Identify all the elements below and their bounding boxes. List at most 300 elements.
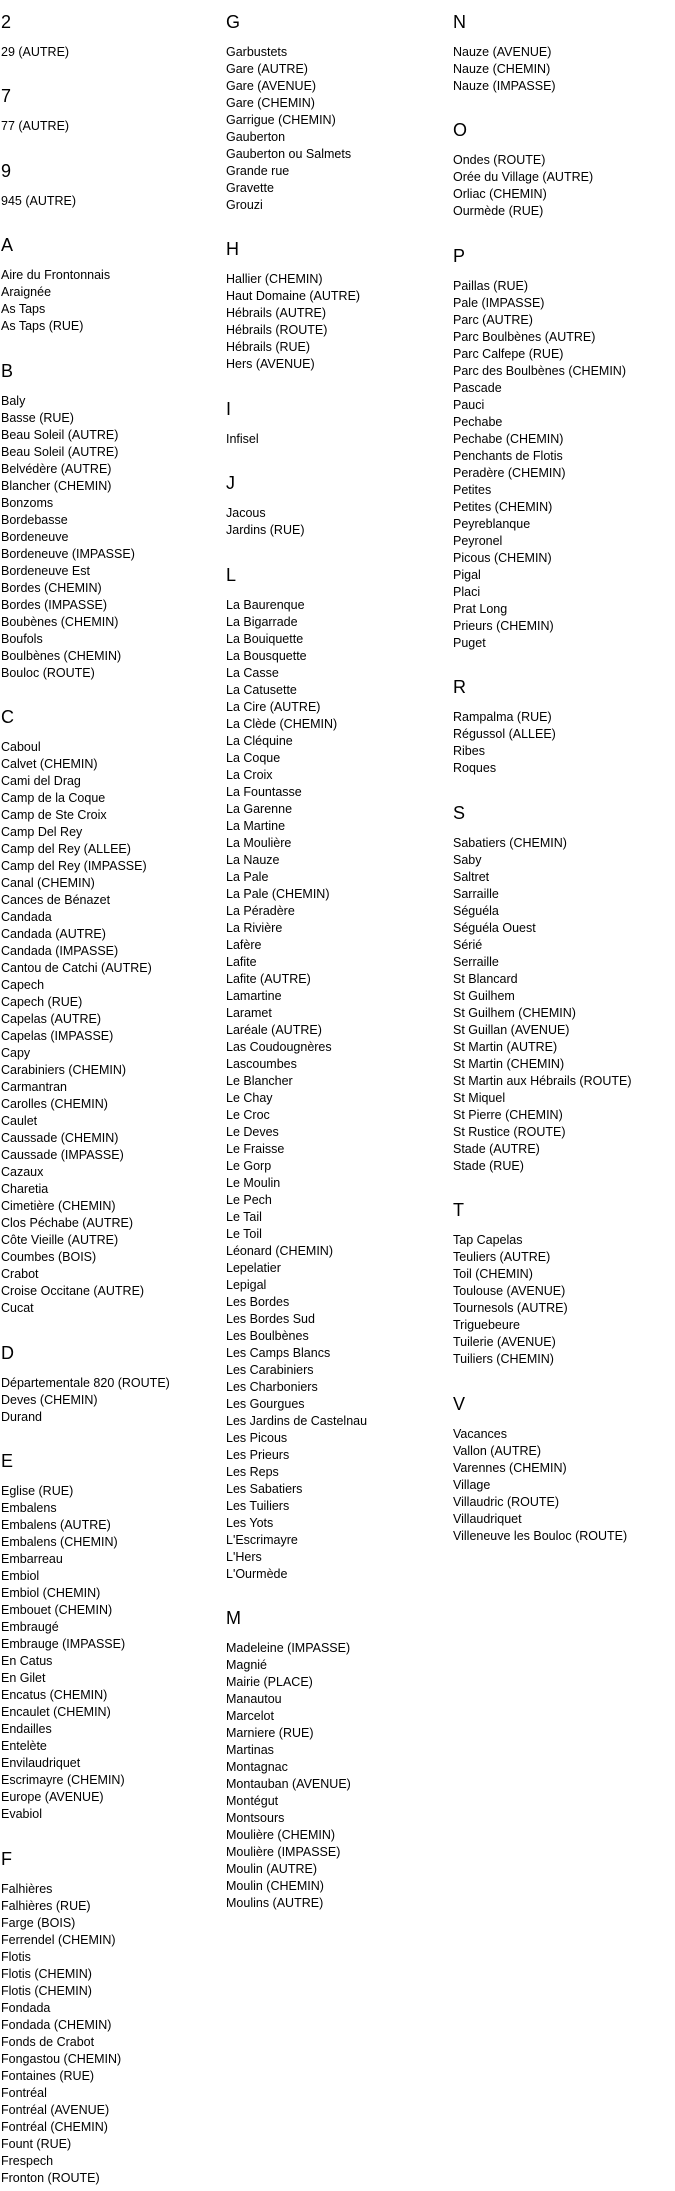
letter-group [453, 119, 673, 220]
street-item[interactable]: Durand [1, 1409, 42, 1424]
street-item[interactable]: Les Tuiliers [226, 1498, 290, 1513]
street-item[interactable]: Fronton (ROUTE) [1, 2170, 100, 2185]
street-item[interactable]: Fontréal (AVENUE) [1, 2102, 110, 2117]
street-item[interactable]: Camp de la Coque [1, 791, 106, 806]
street-list [453, 44, 673, 95]
street-item[interactable]: Aire du Frontonnais [1, 268, 111, 283]
street-item[interactable]: La Bouiquette [226, 631, 304, 646]
street-item[interactable]: La Rivière [226, 920, 283, 935]
street-item[interactable]: Montagnac [226, 1760, 288, 1775]
street-item[interactable]: La Pale (CHEMIN) [226, 886, 330, 901]
street-item[interactable]: Parc (AUTRE) [453, 312, 533, 327]
street-item[interactable]: Tuilerie (AVENUE) [453, 1335, 556, 1350]
street-list [453, 1232, 673, 1368]
street-item[interactable]: La Garenne [226, 801, 293, 816]
street-item[interactable]: Stade (AUTRE) [453, 1141, 540, 1156]
street-list [226, 505, 446, 539]
street-item[interactable]: Ondes (ROUTE) [453, 153, 546, 168]
street-item[interactable]: Capech (RUE) [1, 995, 83, 1010]
street-item[interactable]: Hébrails (AUTRE) [226, 306, 327, 321]
letter-group [1, 360, 221, 682]
street-list [453, 152, 673, 220]
street-item[interactable]: Evabiol [1, 1807, 42, 1822]
letter-group [453, 11, 673, 95]
street-item[interactable]: L'Ourmède [226, 1566, 288, 1581]
street-item[interactable]: Charetia [1, 1182, 49, 1197]
street-item[interactable]: Le Moulin [226, 1175, 281, 1190]
street-item[interactable]: Embraugé [1, 1620, 59, 1635]
street-item[interactable]: Côte Vieille (AUTRE) [1, 1233, 119, 1248]
street-item[interactable]: Beau Soleil (AUTRE) [1, 444, 119, 459]
street-item[interactable]: Carolles (CHEMIN) [1, 1097, 108, 1112]
street-item[interactable]: Garrigue (CHEMIN) [226, 112, 336, 127]
street-item[interactable]: Les Gourgues [226, 1396, 305, 1411]
street-item[interactable]: Prat Long [453, 601, 508, 616]
street-item[interactable]: 945 (AUTRE) [1, 193, 77, 208]
street-item[interactable]: Cimetière (CHEMIN) [1, 1199, 116, 1214]
street-item[interactable]: St Pierre (CHEMIN) [453, 1107, 563, 1122]
street-item[interactable]: St Martin (AUTRE) [453, 1039, 558, 1054]
street-item[interactable]: Gare (AUTRE) [226, 61, 308, 76]
street-item[interactable]: Nauze (IMPASSE) [453, 78, 556, 93]
street-item[interactable]: Le Chay [226, 1090, 273, 1105]
street-item[interactable]: Fount (RUE) [1, 2136, 72, 2151]
street-item[interactable]: Jacous [226, 506, 266, 521]
street-item[interactable]: St Guilhem [453, 988, 515, 1003]
street-item[interactable]: Manautou [226, 1692, 282, 1707]
street-item[interactable]: La Cléquine [226, 733, 293, 748]
street-item[interactable]: Villaudriquet [453, 1511, 522, 1526]
index-column-2 [226, 11, 446, 1912]
street-item[interactable]: Capelas (IMPASSE) [1, 1029, 114, 1044]
street-item[interactable]: Hébrails (ROUTE) [226, 323, 328, 338]
street-item[interactable]: La Casse [226, 665, 279, 680]
street-item[interactable]: Bordes (IMPASSE) [1, 597, 108, 612]
street-item[interactable]: Falhières [1, 1881, 53, 1896]
street-item[interactable]: La Martine [226, 818, 286, 833]
letter-group [453, 802, 673, 1175]
street-item[interactable]: St Miquel [453, 1090, 506, 1105]
street-item[interactable]: Gravette [226, 180, 274, 195]
street-item[interactable]: Départementale 820 (ROUTE) [1, 1375, 170, 1390]
street-item[interactable]: Tap Capelas [453, 1233, 523, 1248]
street-item[interactable]: Hallier (CHEMIN) [226, 272, 323, 287]
street-item[interactable]: La Moulière [226, 835, 292, 850]
street-item[interactable]: Sérié [453, 937, 483, 952]
letter-heading: A [1, 235, 14, 256]
letter-heading: V [453, 1393, 466, 1414]
letter-heading: S [453, 802, 466, 823]
street-item[interactable]: Flotis (CHEMIN) [1, 1983, 92, 1998]
street-item[interactable]: Le Fraisse [226, 1141, 285, 1156]
street-item[interactable]: Villeneuve les Bouloc (ROUTE) [453, 1528, 628, 1543]
street-item[interactable]: Séguéla Ouest [453, 920, 536, 935]
index-column-1 [1, 11, 221, 2187]
letter-group [453, 245, 673, 652]
street-item[interactable]: En Catus [1, 1654, 53, 1669]
street-item[interactable]: 77 (AUTRE) [1, 119, 70, 134]
street-item[interactable]: Orée du Village (AUTRE) [453, 170, 594, 185]
street-item[interactable]: Les Yots [226, 1515, 274, 1530]
street-item[interactable]: Moulière (IMPASSE) [226, 1845, 341, 1860]
street-item[interactable]: St Blancard [453, 971, 518, 986]
street-item[interactable]: Las Coudougnères [226, 1039, 332, 1054]
street-item[interactable]: Le Tail [226, 1209, 262, 1224]
street-item[interactable]: Toil (CHEMIN) [453, 1267, 533, 1282]
street-item[interactable]: Petites (CHEMIN) [453, 499, 553, 514]
street-item[interactable]: Cazaux [1, 1165, 44, 1180]
street-item[interactable]: Deves (CHEMIN) [1, 1392, 98, 1407]
street-item[interactable]: Fontaines (RUE) [1, 2068, 95, 2083]
street-item[interactable]: Garbustets [226, 44, 288, 59]
street-item[interactable]: Marniere (RUE) [226, 1726, 314, 1741]
street-item[interactable]: Pigal [453, 567, 481, 582]
street-item[interactable]: Farge (BOIS) [1, 1915, 76, 1930]
letter-heading: 7 [1, 86, 12, 107]
street-item[interactable]: Basse (RUE) [1, 410, 74, 425]
street-item[interactable]: Hers (AVENUE) [226, 357, 315, 372]
street-item[interactable]: As Taps (RUE) [1, 319, 84, 334]
street-item[interactable]: Lascoumbes [226, 1056, 297, 1071]
street-list [226, 271, 446, 373]
street-item[interactable]: Endailles [1, 1722, 52, 1737]
street-item[interactable]: Tuiliers (CHEMIN) [453, 1352, 554, 1367]
street-item[interactable]: Cami del Drag [1, 774, 81, 789]
street-item[interactable]: Sarraille [453, 886, 499, 901]
street-item[interactable]: St Rustice (ROUTE) [453, 1124, 566, 1139]
street-item[interactable]: Candada (IMPASSE) [1, 944, 119, 959]
street-item[interactable]: Léonard (CHEMIN) [226, 1243, 333, 1258]
street-item[interactable]: Tournesols (AUTRE) [453, 1301, 568, 1316]
letter-heading: O [453, 120, 468, 141]
street-list [226, 44, 446, 214]
street-item[interactable]: Candada (AUTRE) [1, 927, 106, 942]
street-item[interactable]: Magnié [226, 1658, 267, 1673]
street-item[interactable]: Embiol [1, 1569, 40, 1584]
street-item[interactable]: Le Blancher [226, 1073, 293, 1088]
street-item[interactable]: Pale (IMPASSE) [453, 295, 545, 310]
street-item[interactable]: Eglise (RUE) [1, 1484, 74, 1499]
street-item[interactable]: Encatus (CHEMIN) [1, 1688, 108, 1703]
street-item[interactable]: Flotis (CHEMIN) [1, 1966, 92, 1981]
street-item[interactable]: Lepigal [226, 1277, 267, 1292]
street-item[interactable]: La Clède (CHEMIN) [226, 716, 338, 731]
street-item[interactable]: Camp de Ste Croix [1, 808, 107, 823]
street-item[interactable]: Embouet (CHEMIN) [1, 1603, 113, 1618]
street-item[interactable]: Montsours [226, 1811, 285, 1826]
street-item[interactable]: Embalens [1, 1501, 57, 1516]
street-item[interactable]: Fongastou (CHEMIN) [1, 2051, 122, 2066]
street-list [1, 393, 221, 682]
street-item[interactable]: Encaulet (CHEMIN) [1, 1705, 111, 1720]
street-item[interactable]: L'Hers [226, 1549, 262, 1564]
street-item[interactable]: Gauberton ou Salmets [226, 146, 352, 161]
street-item[interactable]: Fondada (CHEMIN) [1, 2017, 112, 2032]
street-item[interactable]: Placi [453, 584, 481, 599]
street-item[interactable]: La Baurenque [226, 597, 305, 612]
street-item[interactable]: Moulin (AUTRE) [226, 1862, 317, 1877]
street-item[interactable]: Montauban (AVENUE) [226, 1777, 351, 1792]
street-item[interactable]: Bordebasse [1, 512, 68, 527]
street-item[interactable]: Peyronel [453, 533, 503, 548]
street-item[interactable]: La Croix [226, 767, 273, 782]
street-item[interactable]: Lepelatier [226, 1260, 281, 1275]
street-item[interactable]: Jardins (RUE) [226, 523, 305, 538]
street-item[interactable]: Blancher (CHEMIN) [1, 478, 112, 493]
street-item[interactable]: Croise Occitane (AUTRE) [1, 1284, 145, 1299]
street-item[interactable]: Boubènes (CHEMIN) [1, 614, 119, 629]
letter-heading: N [453, 12, 466, 32]
street-item[interactable]: Le Deves [226, 1124, 279, 1139]
street-item[interactable]: Lafère [226, 937, 262, 952]
street-item[interactable]: Bouloc (ROUTE) [1, 665, 95, 680]
street-item[interactable]: Pechabe [453, 414, 503, 429]
street-item[interactable]: Séguéla [453, 903, 499, 918]
street-item[interactable]: Les Picous [226, 1430, 288, 1445]
street-item[interactable]: La Catusette [226, 682, 297, 697]
street-item[interactable]: Le Gorp [226, 1158, 272, 1173]
street-item[interactable]: Coumbes (BOIS) [1, 1250, 97, 1265]
street-item[interactable]: La Bousquette [226, 648, 307, 663]
letter-group [1, 1342, 221, 1426]
street-item[interactable]: Stade (RUE) [453, 1158, 524, 1173]
street-item[interactable]: Le Pech [226, 1192, 272, 1207]
street-item[interactable]: Fontréal (CHEMIN) [1, 2119, 108, 2134]
street-item[interactable]: Les Boulbènes [226, 1328, 309, 1343]
street-item[interactable]: Laramet [226, 1005, 272, 1020]
street-item[interactable]: Marcelot [226, 1709, 274, 1724]
street-item[interactable]: Capelas (AUTRE) [1, 1012, 102, 1027]
street-item[interactable]: Carmantran [1, 1080, 67, 1095]
street-item[interactable]: Camp Del Rey [1, 825, 83, 840]
street-item[interactable]: Canal (CHEMIN) [1, 876, 95, 891]
street-item[interactable]: Les Jardins de Castelnau [226, 1413, 368, 1428]
letter-heading: 2 [1, 12, 12, 32]
street-item[interactable]: Paillas (RUE) [453, 278, 529, 293]
street-item[interactable]: Parc des Boulbènes (CHEMIN) [453, 363, 626, 378]
street-item[interactable]: Bordeneuve (IMPASSE) [1, 546, 135, 561]
street-item[interactable]: Prieurs (CHEMIN) [453, 618, 554, 633]
street-item[interactable]: Les Bordes [226, 1294, 290, 1309]
street-list [453, 278, 673, 652]
street-item[interactable]: Caussade (IMPASSE) [1, 1148, 124, 1163]
street-item[interactable]: Lamartine [226, 988, 282, 1003]
letter-group [1, 1848, 221, 2187]
street-item[interactable]: Puget [453, 635, 486, 650]
street-item[interactable]: Fonds de Crabot [1, 2034, 95, 2049]
letter-heading: B [1, 360, 14, 381]
street-item[interactable]: Les Sabatiers [226, 1481, 303, 1496]
street-item[interactable]: Laréale (AUTRE) [226, 1022, 322, 1037]
street-item[interactable]: St Martin (CHEMIN) [453, 1056, 565, 1071]
street-item[interactable]: Parc Boulbènes (AUTRE) [453, 329, 596, 344]
street-item[interactable]: Pauci [453, 397, 485, 412]
street-item[interactable]: Baly [1, 393, 26, 408]
street-item[interactable]: Le Toil [226, 1226, 262, 1241]
street-item[interactable]: Ribes [453, 744, 485, 759]
street-item[interactable]: St Martin aux Hébrails (ROUTE) [453, 1073, 632, 1088]
street-item[interactable]: La Cire (AUTRE) [226, 699, 321, 714]
street-item[interactable]: Capy [1, 1046, 31, 1061]
street-item[interactable]: Martinas [226, 1743, 274, 1758]
street-item[interactable]: Camp del Rey (ALLEE) [1, 842, 131, 857]
street-item[interactable]: Grande rue [226, 163, 290, 178]
street-item[interactable]: Gare (AVENUE) [226, 78, 317, 93]
street-list [1, 1483, 221, 1823]
street-item[interactable]: Carabiniers (CHEMIN) [1, 1063, 127, 1078]
street-item[interactable]: Triguebeure [453, 1318, 520, 1333]
street-item[interactable]: Rampalma (RUE) [453, 710, 552, 725]
letter-group [226, 564, 446, 1583]
street-item[interactable]: Clos Péchabe (AUTRE) [1, 1216, 133, 1231]
street-item[interactable]: Falhières (RUE) [1, 1898, 91, 1913]
street-item[interactable]: Le Croc [226, 1107, 270, 1122]
street-item[interactable]: Vallon (AUTRE) [453, 1443, 541, 1458]
street-item[interactable]: La Nauze [226, 852, 280, 867]
street-item[interactable]: Ferrendel (CHEMIN) [1, 1932, 116, 1947]
street-item[interactable]: Boulbènes (CHEMIN) [1, 648, 122, 663]
street-item[interactable]: Nauze (AVENUE) [453, 44, 552, 59]
street-item[interactable]: As Taps [1, 302, 46, 317]
letter-heading: I [226, 398, 232, 419]
street-item[interactable]: Pechabe (CHEMIN) [453, 431, 564, 446]
street-item[interactable]: Belvédère (AUTRE) [1, 461, 112, 476]
street-item[interactable]: La Pale [226, 869, 269, 884]
street-item[interactable]: 29 (AUTRE) [1, 44, 70, 59]
letter-heading: P [453, 245, 466, 266]
street-item[interactable]: Fontréal [1, 2085, 47, 2100]
street-item[interactable]: Envilaudriquet [1, 1756, 81, 1771]
street-item[interactable]: Europe (AVENUE) [1, 1790, 104, 1805]
street-item[interactable]: Araignée [1, 285, 52, 300]
street-item[interactable]: Moulins (AUTRE) [226, 1896, 324, 1911]
street-item[interactable]: Les Bordes Sud [226, 1311, 315, 1326]
street-item[interactable]: Cantou de Catchi (AUTRE) [1, 961, 152, 976]
letter-heading: C [1, 707, 14, 728]
street-item[interactable]: Nauze (CHEMIN) [453, 61, 551, 76]
street-item[interactable]: Lafite (AUTRE) [226, 971, 311, 986]
letter-group [1, 706, 221, 1317]
street-item[interactable]: La Bigarrade [226, 614, 298, 629]
letter-heading: D [1, 1342, 14, 1363]
street-item[interactable]: Bordeneuve [1, 529, 69, 544]
street-item[interactable]: Régussol (ALLEE) [453, 727, 556, 742]
street-item[interactable]: Moulin (CHEMIN) [226, 1879, 324, 1894]
street-item[interactable]: La Coque [226, 750, 281, 765]
street-item[interactable]: Roques [453, 761, 497, 776]
letter-group [226, 472, 446, 539]
street-item[interactable]: Cances de Bénazet [1, 893, 111, 908]
street-item[interactable]: Village [453, 1477, 491, 1492]
street-item[interactable]: Penchants de Flotis [453, 448, 563, 463]
street-item[interactable]: Peradère (CHEMIN) [453, 465, 566, 480]
street-item[interactable]: Entelète [1, 1739, 47, 1754]
street-item[interactable]: Madeleine (IMPASSE) [226, 1641, 351, 1656]
street-item[interactable]: Les Reps [226, 1464, 279, 1479]
street-item[interactable]: Grouzi [226, 197, 263, 212]
street-item[interactable]: Parc Calfepe (RUE) [453, 346, 564, 361]
street-item[interactable]: Peyreblanque [453, 516, 531, 531]
street-item[interactable]: Caulet [1, 1114, 38, 1129]
street-item[interactable]: Bordeneuve Est [1, 563, 90, 578]
street-item[interactable]: Vacances [453, 1426, 507, 1441]
street-item[interactable]: Embrauge (IMPASSE) [1, 1637, 126, 1652]
street-item[interactable]: St Guilhem (CHEMIN) [453, 1005, 576, 1020]
letter-group [453, 1393, 673, 1545]
street-item[interactable]: Moulière (CHEMIN) [226, 1828, 336, 1843]
street-item[interactable]: Les Camps Blancs [226, 1345, 331, 1360]
street-item[interactable]: Les Prieurs [226, 1447, 290, 1462]
street-item[interactable]: Infisel [226, 431, 259, 446]
street-item[interactable]: Mairie (PLACE) [226, 1675, 313, 1690]
letter-heading: G [226, 12, 241, 32]
street-item[interactable]: Boufols [1, 631, 43, 646]
street-item[interactable]: Les Charboniers [226, 1379, 318, 1394]
street-item[interactable]: Capech [1, 978, 45, 993]
street-item[interactable]: Escrimayre (CHEMIN) [1, 1773, 125, 1788]
street-item[interactable]: Bonzoms [1, 495, 54, 510]
street-item[interactable]: Villaudric (ROUTE) [453, 1494, 560, 1509]
street-item[interactable]: Haut Domaine (AUTRE) [226, 289, 361, 304]
street-item[interactable]: La Péradère [226, 903, 295, 918]
street-item[interactable]: Sabatiers (CHEMIN) [453, 835, 567, 850]
street-item[interactable]: Les Carabiniers [226, 1362, 314, 1377]
street-item[interactable]: Lafite [226, 954, 257, 969]
street-item[interactable]: Calvet (CHEMIN) [1, 757, 98, 772]
street-item[interactable]: Caboul [1, 740, 41, 755]
street-item[interactable]: Teuliers (AUTRE) [453, 1250, 551, 1265]
street-item[interactable]: Embalens (CHEMIN) [1, 1535, 118, 1550]
street-item[interactable]: L'Escrimayre [226, 1532, 298, 1547]
street-item[interactable]: Varennes (CHEMIN) [453, 1460, 567, 1475]
street-list [1, 739, 221, 1317]
street-item[interactable]: Serraille [453, 954, 499, 969]
street-list [226, 597, 446, 1583]
street-item[interactable]: Frespech [1, 2153, 54, 2168]
street-item[interactable]: Saby [453, 852, 482, 867]
street-item[interactable]: Gare (CHEMIN) [226, 95, 315, 110]
street-item[interactable]: Ourmède (RUE) [453, 204, 544, 219]
street-item[interactable]: Fondada [1, 2000, 51, 2015]
street-item[interactable]: Crabot [1, 1267, 39, 1282]
street-item[interactable]: Toulouse (AVENUE) [453, 1284, 566, 1299]
street-item[interactable]: Orliac (CHEMIN) [453, 187, 547, 202]
street-item[interactable]: Cucat [1, 1301, 34, 1316]
street-item[interactable]: Beau Soleil (AUTRE) [1, 427, 119, 442]
street-item[interactable]: Bordes (CHEMIN) [1, 580, 102, 595]
letter-group [1, 85, 221, 135]
letter-group [1, 160, 221, 210]
street-item[interactable]: St Guillan (AVENUE) [453, 1022, 570, 1037]
street-item[interactable]: La Fountasse [226, 784, 302, 799]
street-item[interactable]: Gauberton [226, 129, 286, 144]
street-item[interactable]: Camp del Rey (IMPASSE) [1, 859, 147, 874]
street-item[interactable]: En Gilet [1, 1671, 46, 1686]
street-item[interactable]: Montégut [226, 1794, 279, 1809]
street-item[interactable]: Pascade [453, 380, 502, 395]
street-item[interactable]: Embalens (AUTRE) [1, 1518, 111, 1533]
street-list [226, 431, 446, 448]
street-item[interactable]: Embarreau [1, 1552, 63, 1567]
street-item[interactable]: Petites [453, 482, 492, 497]
street-item[interactable]: Embiol (CHEMIN) [1, 1586, 101, 1601]
street-item[interactable]: Flotis [1, 1949, 31, 1964]
street-item[interactable]: Hébrails (RUE) [226, 340, 311, 355]
street-item[interactable]: Caussade (CHEMIN) [1, 1131, 119, 1146]
street-item[interactable]: Saltret [453, 869, 490, 884]
street-item[interactable]: Candada [1, 910, 52, 925]
street-item[interactable]: Picous (CHEMIN) [453, 550, 552, 565]
